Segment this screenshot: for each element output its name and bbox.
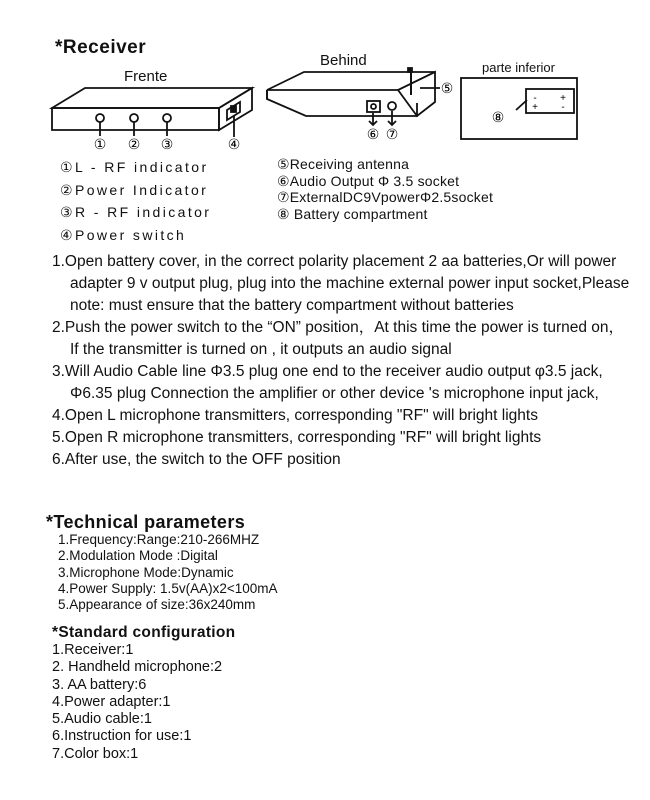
legend-item-r-rf: ③R - RF indicator [60, 204, 212, 220]
l-rf-indicator-icon [96, 114, 104, 122]
parameter-item: 1.Frequency:Range:210-266MHZ [58, 532, 260, 547]
instruction-step: 2.Push the power switch to the “ON” position，At this time the power is turned on，If the transmitter is turned on , it outputs an audio signal [52, 319, 625, 358]
legend-item-battery: ⑧ Battery compartment [277, 205, 428, 222]
marker-5: ⑤ [440, 81, 454, 97]
legend-item-power-indicator: ②Power Indicator [60, 181, 209, 198]
bottom-view-label: parte inferior [482, 60, 555, 75]
instructions-list [52, 251, 632, 471]
instruction-step: 3.Will Audio Cable line Φ3.5 plug one end to the receiver audio output φ3.5 jack, Φ6.35 plug Connection the amplifier or other device 's microphone input jack, [52, 363, 603, 402]
battery-minus-sign-bottom: - [561, 102, 565, 113]
receiver-diagram [0, 0, 650, 160]
marker-3: ③ [160, 137, 174, 153]
instruction-step: 4.Open L microphone transmitters, corresponding "RF" will bright lights [52, 407, 538, 424]
front-view-label: Frente [124, 68, 168, 85]
power-indicator-icon [130, 114, 138, 122]
config-item: 2. Handheld microphone:2 [52, 659, 223, 676]
config-item: 6.Instruction for use:1 [52, 728, 192, 745]
standard-configuration-heading: *Standard configuration [52, 624, 236, 641]
parameter-item: 3.Microphone Mode:Dynamic [58, 564, 234, 580]
audio-output-socket-icon [367, 101, 380, 112]
config-item: 5.Audio cable:1 [52, 711, 152, 728]
instruction-step: 1.Open battery cover, in the correct polarity placement 2 aa batteries,Or will power adapter 9 v output plug, plug into the machine external power input socket,Please note: must ensure that the battery compartment without batteries [52, 253, 630, 314]
r-rf-indicator-icon [163, 114, 171, 122]
front-legend [60, 156, 211, 246]
config-item: 7.Color box:1 [52, 745, 139, 762]
rear-legend [277, 156, 493, 222]
marker-8: ⑧ [491, 110, 505, 126]
behind-view-label: Behind [320, 52, 367, 69]
technical-parameters-heading: *Technical parameters [46, 512, 246, 532]
parameter-item: 5.Appearance of size:36x240mm [58, 597, 256, 613]
marker-7: ⑦ [385, 127, 399, 143]
bottom-view-drawing [461, 78, 577, 139]
battery-plus-sign-top: + [560, 93, 566, 104]
dc-power-socket-icon [388, 102, 396, 110]
config-item: 1.Receiver:1 [52, 642, 134, 658]
legend-item-audio-output: ⑥Audio Output Φ 3.5 socket [277, 172, 460, 189]
front-view-drawing [52, 88, 252, 137]
instruction-step: 6.After use, the switch to the OFF position [52, 451, 341, 468]
marker-4: ④ [227, 137, 241, 153]
receiver-heading: *Receiver [55, 37, 147, 58]
legend-item-l-rf: ①L - RF indicator [60, 159, 209, 175]
config-item: 3. AA battery:6 [52, 676, 147, 693]
technical-parameters-list [58, 532, 278, 613]
marker-2: ② [127, 137, 141, 153]
battery-plus-sign-bottom: + [532, 102, 538, 113]
parameter-item: 4.Power Supply: 1.5v(AA)x2<100mA [58, 580, 278, 596]
instruction-step: 5.Open R microphone transmitters, corresponding "RF" will bright lights [52, 429, 542, 446]
behind-view-drawing [267, 68, 440, 125]
marker-6: ⑥ [366, 127, 380, 143]
parameter-item: 2.Modulation Mode :Digital [58, 548, 218, 564]
legend-item-antenna: ⑤Receiving antenna [277, 156, 410, 172]
battery-minus-sign: - [533, 93, 537, 104]
marker-1: ① [93, 137, 107, 153]
config-item: 4.Power adapter:1 [52, 693, 171, 710]
legend-item-dc-power: ⑦ExternalDC9VpowerΦ2.5socket [277, 189, 494, 205]
standard-configuration-list [52, 642, 222, 763]
legend-item-power-switch: ④Power switch [60, 226, 187, 243]
